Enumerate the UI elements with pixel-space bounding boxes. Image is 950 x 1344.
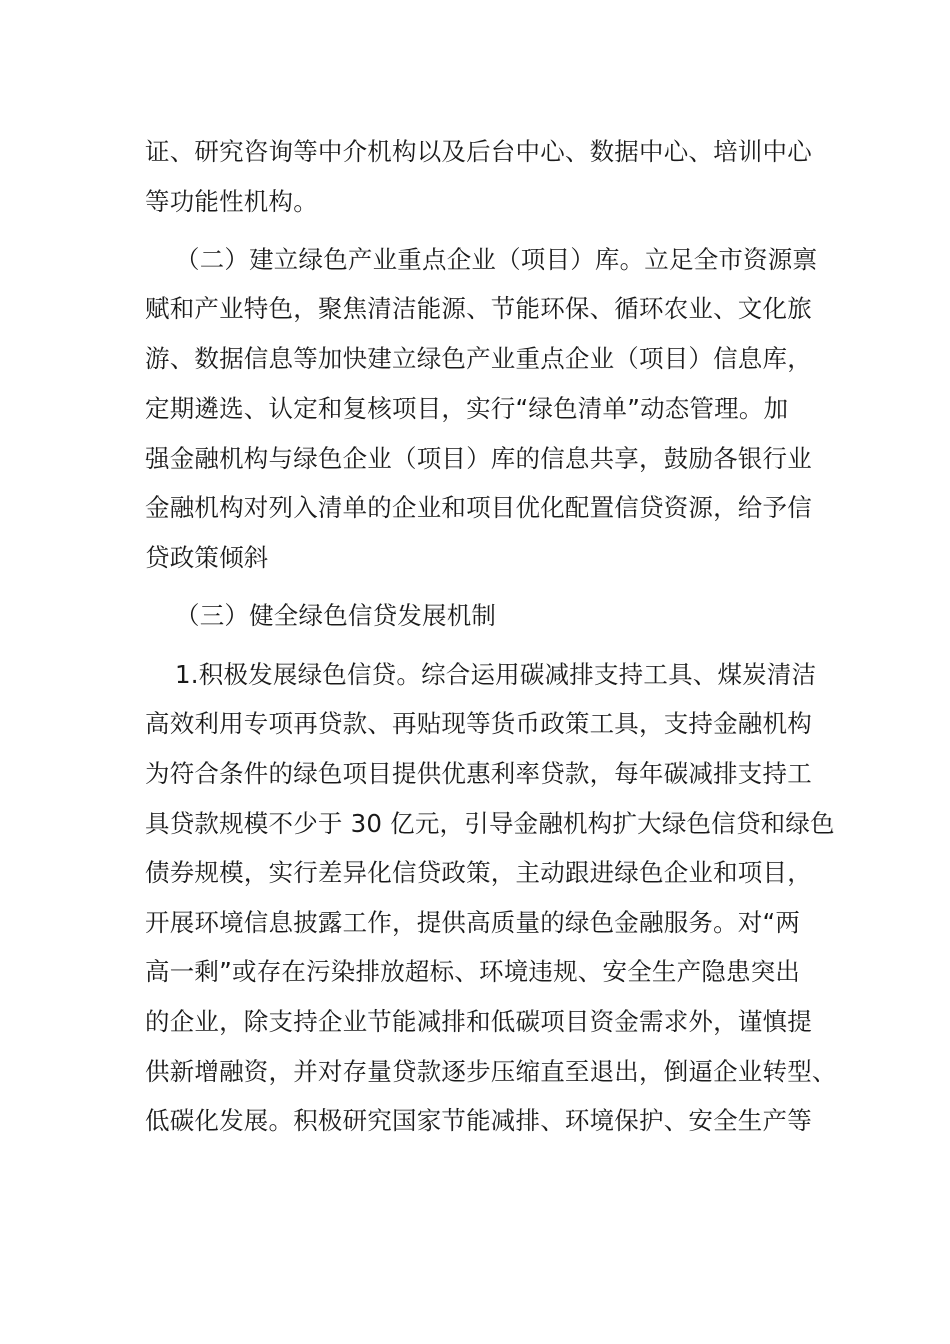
text-line: 低碳化发展。积极研究国家节能减排、环境保护、安全生产等 [145,1106,812,1135]
text-line: 高效利用专项再贷款、再贴现等货币政策工具，支持金融机构 [145,709,812,738]
text-line: 强金融机构与绿色企业（项目）库的信息共享，鼓励各银行业 [145,444,812,473]
paragraph-first-line: 1.积极发展绿色信贷。综合运用碳减排支持工具、煤炭清洁 [175,660,817,689]
text-line: 供新增融资，并对存量贷款逐步压缩直至退出，倒逼企业转型、 [145,1057,837,1086]
text-line: 金融机构对列入清单的企业和项目优化配置信贷资源，给予信 [145,493,812,522]
text-line: 等功能性机构。 [145,187,318,216]
text-line: 定期遴选、认定和复核项目，实行“绿色清单”动态管理。加 [145,394,789,423]
text-line: 证、研究咨询等中介机构以及后台中心、数据中心、培训中心 [145,137,812,166]
text-line: 的企业，除支持企业节能减排和低碳项目资金需求外，谨慎提 [145,1007,812,1036]
text-line: 开展环境信息披露工作，提供高质量的绿色金融服务。对“两 [145,908,801,937]
text-line: 债券规模，实行差异化信贷政策，主动跟进绿色企业和项目， [145,858,812,887]
text-line: 贷政策倾斜 [145,543,269,572]
text-line: 赋和产业特色，聚焦清洁能源、节能环保、循环农业、文化旅 [145,294,812,323]
section-heading: （三）健全绿色信贷发展机制 [175,601,497,630]
text-line: 为符合条件的绿色项目提供优惠利率贷款，每年碳减排支持工 [145,759,812,788]
text-line: 游、数据信息等加快建立绿色产业重点企业（项目）信息库， [145,344,812,373]
section-heading: （二）建立绿色产业重点企业（项目）库。立足全市资源禀 [175,245,818,274]
text-line: 高一剩”或存在污染排放超标、环境违规、安全生产隐患突出 [145,957,801,986]
text-line: 具贷款规模不少于 30 亿元，引导金融机构扩大绿色信贷和绿色 [145,809,835,838]
